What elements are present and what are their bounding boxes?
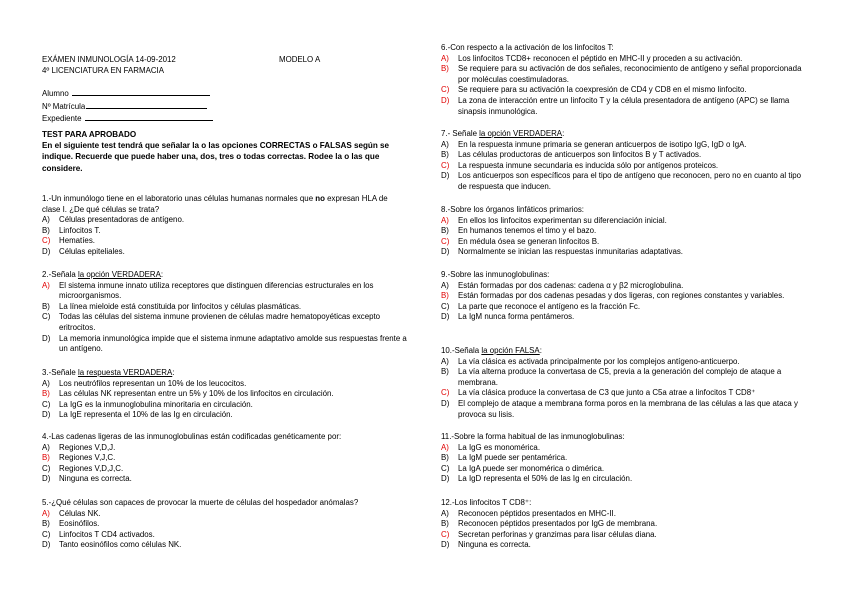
- option-b[interactable]: B) La vía alterna produce la convertasa de C5, previa a la generación del complejo de ataque a membrana.: [441, 367, 782, 387]
- option-c[interactable]: C) Se requiere para su activación la coexpresión de CD4 y CD8 en el mismo linfocito.: [441, 85, 747, 95]
- option-c[interactable]: C) Hematíes.: [42, 236, 95, 246]
- question-stem: 5.-¿Qué células son capaces de provocar la muerte de células del hospedador anómalas?: [42, 498, 359, 507]
- instructions-title: TEST PARA APROBADO: [42, 130, 137, 139]
- option-a[interactable]: A) Están formadas por dos cadenas: cadena α y β2 microglobulina.: [441, 280, 684, 290]
- option-d[interactable]: D) Tanto eosinófilos como células NK.: [42, 540, 182, 550]
- option-c[interactable]: C) Regiones V,D,J,C.: [42, 463, 124, 473]
- option-a[interactable]: A) La vía clásica es activada principalmente por los complejos antígeno-anticuerpo.: [441, 356, 740, 366]
- option-b[interactable]: B) La IgM puede ser pentamérica.: [441, 453, 568, 463]
- option-c[interactable]: C) La vía clásica produce la convertasa de C3 que junto a C5a atrae a linfocitos T CD8⁺: [441, 388, 756, 398]
- option-a[interactable]: A) En ellos los linfocitos experimentan su diferenciación inicial.: [441, 215, 667, 225]
- exam-header: [42, 55, 408, 76]
- option-c[interactable]: C) La IgA puede ser monomérica o dimérica.: [441, 463, 605, 473]
- alumno-label: Alumno: [42, 89, 69, 98]
- option-a[interactable]: A) El sistema inmune innato utiliza receptores que distinguen diferencias estructurales en los microorganismos.: [42, 280, 374, 301]
- question-8: [441, 205, 807, 258]
- option-a[interactable]: A) Los linfocitos TCD8+ reconocen el péptido en MHC-II y proceden a su activación.: [441, 53, 743, 63]
- option-a[interactable]: A) Células presentadoras de antígeno.: [42, 215, 185, 225]
- question-3: [42, 368, 408, 421]
- option-d[interactable]: D) Células epiteliales.: [42, 246, 125, 256]
- question-6: [441, 43, 807, 117]
- question-stem: 8.-Sobre los órganos linfáticos primarios:: [441, 205, 584, 214]
- option-d[interactable]: D) La IgD representa el 50% de las Ig en circulación.: [441, 474, 633, 484]
- question-stem: 9.-Sobre las inmunoglobulinas:: [441, 270, 550, 279]
- question-stem: 11.-Sobre la forma habitual de las inmunoglobulinas:: [441, 432, 625, 441]
- option-a[interactable]: A) En la respuesta inmune primaria se generan anticuerpos de isotipo IgG, IgD o IgA.: [441, 139, 747, 149]
- option-a[interactable]: A) Reconocen péptidos presentados en MHC-II.: [441, 508, 616, 518]
- question-11: [441, 432, 807, 485]
- option-b[interactable]: B) Eosinófilos.: [42, 519, 100, 529]
- option-d[interactable]: D) Ninguna es correcta.: [441, 540, 531, 550]
- question-stem: 1.-Un inmunólogo tiene en el laboratorio unas células humanas normales que no expresan HLA de clase I. ¿De qué células se trata?: [42, 194, 388, 214]
- matricula-field[interactable]: [42, 100, 213, 113]
- question-stem: 2.-Señala la opción VERDADERA:: [42, 270, 164, 279]
- option-c[interactable]: C) Linfocitos T CD4 activados.: [42, 529, 155, 539]
- instructions: [42, 129, 412, 174]
- question-stem: 4.-Las cadenas ligeras de las inmunoglobulinas están codificadas genéticamente por:: [42, 432, 342, 441]
- option-d[interactable]: D) Ninguna es correcta.: [42, 474, 132, 484]
- option-d[interactable]: D) Los anticuerpos son específicos para el tipo de antígeno que reconocen, pero no en cuanto al tipo de respuesta que inducen.: [441, 171, 802, 191]
- option-d[interactable]: D) La zona de interacción entre un linfocito T y la célula presentadora de antígeno (APC) se llama sinapsis inmunológica.: [441, 95, 790, 116]
- alumno-blank[interactable]: [72, 87, 210, 96]
- instructions-text: En el siguiente test tendrá que señalar la o las opciones CORRECTAS o FALSAS según se indique. Recuerde que puede haber una, dos, tres o todas correctas. Rodee la o las que considere.: [42, 141, 390, 173]
- option-b[interactable]: B) Las células NK representan entre un 5% y 10% de los linfocitos en circulación.: [42, 389, 334, 399]
- question-9: [441, 270, 807, 323]
- option-b[interactable]: B) La línea mieloide está constituida por linfocitos y células plasmáticas.: [42, 301, 302, 311]
- question-12: [441, 498, 807, 551]
- question-10: [441, 346, 807, 420]
- expediente-field[interactable]: [42, 112, 213, 125]
- alumno-field[interactable]: [42, 87, 213, 100]
- question-stem: 3.-Señale la respuesta VERDADERA:: [42, 368, 175, 377]
- question-4: [42, 432, 408, 485]
- option-b[interactable]: B) Se requiere para su activación de dos señales, reconocimiento de antígeno y señal proporcionada por moléculas coestimuladoras.: [441, 64, 802, 84]
- option-b[interactable]: B) En humanos tenemos el timo y el bazo.: [441, 226, 597, 236]
- option-a[interactable]: A) La IgG es monomérica.: [441, 442, 541, 452]
- option-c[interactable]: C) Secretan perforinas y granzimas para lisar células diana.: [441, 529, 657, 539]
- course-name: 4º LICENCIATURA EN FARMACIA: [42, 65, 164, 75]
- option-d[interactable]: D) La memoria inmunológica impide que el sistema inmune adaptativo amolde sus respuestas frente a un antígeno.: [42, 333, 407, 354]
- expediente-blank[interactable]: [85, 112, 213, 121]
- option-a[interactable]: A) Células NK.: [42, 508, 101, 518]
- question-1: [42, 194, 408, 258]
- question-stem: 6.-Con respecto a la activación de los linfocitos T:: [441, 43, 614, 52]
- question-stem: 7.- Señale la opción VERDADERA:: [441, 129, 565, 138]
- option-b[interactable]: B) Las células productoras de anticuerpos son linfocitos B y T activados.: [441, 150, 702, 160]
- option-b[interactable]: B) Linfocitos T.: [42, 225, 101, 235]
- option-d[interactable]: D) La IgE representa el 10% de las Ig en circulación.: [42, 410, 233, 420]
- option-a[interactable]: A) Los neutrófilos representan un 10% de los leucocitos.: [42, 378, 247, 388]
- option-b[interactable]: B) Regiones V,J,C.: [42, 453, 116, 463]
- matricula-blank[interactable]: [86, 100, 207, 109]
- exam-title: EXÁMEN INMUNOLOGÍA 14-09-2012: [42, 55, 176, 64]
- option-c[interactable]: C) En médula ósea se generan linfocitos B.: [441, 236, 600, 246]
- question-7: [441, 129, 807, 193]
- question-2: [42, 270, 408, 355]
- option-a[interactable]: A) Regiones V,D,J.: [42, 442, 116, 452]
- option-d[interactable]: D) Normalmente se inician las respuestas inmunitarias adaptativas.: [441, 247, 683, 257]
- option-c[interactable]: C) La IgG es la inmunoglobulina minoritaria en circulación.: [42, 399, 253, 409]
- student-fields: [42, 87, 213, 125]
- question-stem: 10.-Señala la opción FALSA:: [441, 346, 542, 355]
- matricula-label: Nº Matrícula: [42, 101, 86, 111]
- option-b[interactable]: B) Reconocen péptidos presentados por IgG de membrana.: [441, 519, 658, 529]
- option-d[interactable]: D) El complejo de ataque a membrana forma poros en la membrana de las células a las que ataca y provoca su lisis.: [441, 398, 798, 419]
- exam-model: MODELO A: [279, 55, 321, 64]
- option-c[interactable]: C) Todas las células del sistema inmune provienen de células madre hematopoyéticas excepto eritrocitos.: [42, 312, 381, 332]
- option-c[interactable]: C) La parte que reconoce el antígeno es la fracción Fc.: [441, 301, 641, 311]
- question-5: [42, 498, 408, 551]
- question-stem: 12.-Los linfocitos T CD8⁺:: [441, 498, 532, 507]
- option-b[interactable]: B) Están formadas por dos cadenas pesadas y dos ligeras, con regiones constantes y variables.: [441, 291, 785, 301]
- option-c[interactable]: C) La respuesta inmune secundaria es inducida sólo por antígenos proteicos.: [441, 160, 719, 170]
- option-d[interactable]: D) La IgM nunca forma pentámeros.: [441, 312, 575, 322]
- expediente-label: Expediente: [42, 114, 82, 124]
